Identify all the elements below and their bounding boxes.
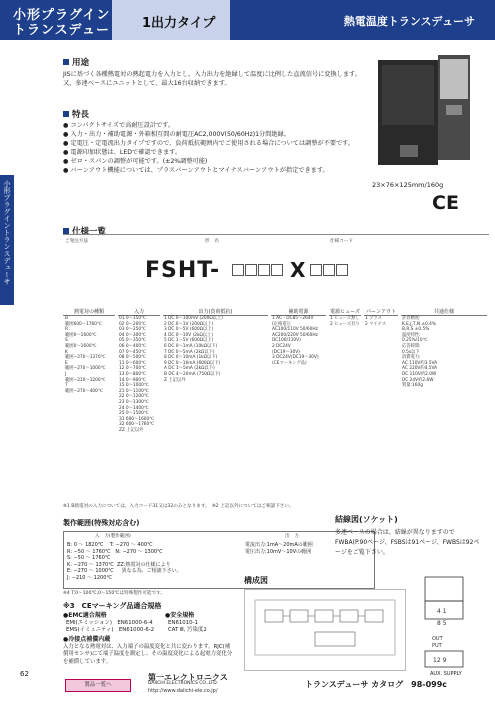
feature-item: ● ゼロ・スパンの調整が可能です。(±2%調整可能) [63,157,368,166]
company-logo-en: DAIICHI ELECTRONICS CO.,LTD. [148,681,219,686]
header-product [230,0,495,40]
col-input: 入力 [118,308,160,316]
page-number: 62 [20,670,29,678]
category-line1: 小形プラグイン [13,8,111,23]
code-boxes-2 [310,264,348,276]
col-thermocouple: 熱電対の種類 [63,308,115,316]
mfg-input-head: 入 力(製作範囲) [95,534,131,539]
order-label: ご発注方法 [65,239,88,244]
emc-list: EMI(エミッション) EN61000-6-4 EMS(イミュニティ) EN61000-6-2 [66,620,155,634]
col-burnout: バーンアウト [364,308,398,316]
catalog-label: トランスデューサ カタログ 98-099c [305,680,448,689]
product-dimensions: 23×76×125mm/160g [372,181,444,189]
header-category [0,0,112,57]
ce-mark-logo: CE [432,192,459,214]
wiring-title: 結線図(ソケット) [335,515,398,524]
feature-item: ● 入力・出力・補助電源・外箱相互間の耐電圧AC2,000V(50/60Hz)1分間絶縁。 [63,130,368,139]
side-tab-label: 小形プラグイントランスデューサ [3,180,11,285]
power-list: 1 AC・DC85〜264V (定格電圧 AC100/110V 50/60Hz AC200/220V 50/60Hz DC100/110V) 2 DC24V (DC19〜30V) 3 DC24V(DC19〜30V) (CEマーキング品) [272,316,319,366]
spec-note: ※1 B熱電対の入力については、入力コード31又は32のみとなります。 ※2 上記以外についてはご相談下さい。 [63,504,294,509]
feature-item: ● バーンアウト機能については、プラスバーンアウトとマイナスバーンアウトが指定できます。 [63,166,368,175]
wiring-text: 多連ベースの場合は、結線が異なりますのでFWBA(P.90ページ、FSBSは91ページ、FWBSは92ページをご覧下さい。 [335,529,480,556]
svg-text:8 5: 8 5 [437,620,447,627]
input-list: 01 0〜150℃ 02 0〜200℃ 03 0〜250℃ 04 0〜300℃ 05 0〜350℃ 06 0〜400℃ 07 0〜450℃ 08 0〜500℃ 11 0〜600℃ 12 0〜700℃ 13 0〜800℃ 14 0〜900℃ 15 0〜1000℃ 21 0〜1100℃ 22 0〜1200℃ 23 0〜1300℃ 24 0〜1400℃ 25 0〜1500℃ 31 600〜1600℃ 32 600〜1760℃ ZZ 上記以外 [119,316,155,433]
mfg-output-head: 出 力 [285,534,299,539]
cj-title: ●冷接点補償内蔵 [63,636,111,643]
block-diagram [244,589,406,671]
code-boxes-1 [232,264,283,276]
svg-text:4 1: 4 1 [437,608,447,615]
cj-text: 入力となる熱電対は、入力端子の温度変化と共に変わります。RJC(補償用センサ)にて端子温度を測定し、その温度変化による起電力変化分を補償しています。 [63,644,233,665]
safety-list: EN61010-1 CAT Ⅲ, 汚染度2 [168,620,207,634]
col-common: 共通仕様 [401,308,487,316]
company-logo: 第一エレクトロニクス [148,673,228,682]
mfg-note: ※4 T:0〜100℃,0〜150℃は特殊製作可能です。 [63,591,165,596]
svg-text:OUT: OUT [432,636,443,642]
block-title: 構成図 [244,576,268,585]
safety-title: ●安全規格 [165,612,195,619]
product-image [370,45,478,175]
usage-title: 用途 [63,56,89,68]
mfg-rows: B: 0 〜 1820℃ T: −270 〜 400℃ R: −50 〜 1760℃ N: −270 〜 1300℃ S: −50 〜 1760℃ K: −270 〜 1370℃ ZZ:熱電対の仕様により E: −270 〜 1000℃ 異なる為、ご相談下さい。 J: −210 〜 1200℃ [67,542,182,581]
col-fuse: 電源ヒューズ [330,309,360,315]
usage-text: JISに基づく各種熱電対の熱起電力を入力とし、入力出力を絶縁して温度に比例した直流信号に変換します。又、多連ベースにユニットとして、最大16台収納できます。 [63,71,361,87]
svg-text:PUT: PUT [432,643,442,649]
name-label: 形 名 [205,239,219,244]
header-type [112,0,230,40]
fuse-list: 1 ヒューズ無し 2 ヒューズ有り [330,316,360,327]
company-url[interactable]: http://www.daiichi-ele.co.jp/ [148,688,218,694]
aux-supply-label: AUX. SUPPLY [430,671,462,677]
output-list: 1 DC 0〜100mV (200Ω以上) 2 DC 0〜1V (200Ω以上) 3 DC 0〜5V (600Ω以上) 4 DC 0〜10V (2kΩ以上) 5 DC 1〜5V (600Ω以上) 6 DC 0〜1mA (10kΩ以下) 7 DC 0〜5mA (2kΩ以下) 8 DC 0〜10mA (1kΩ以下) 9 DC 0〜16mA (600Ω以下) A DC 1〜5mA (2kΩ以下) B DC 4〜20mA (750Ω以下) Z 上記以外 [164,316,223,383]
thermocouple-list: B 範囲600〜1760℃ R 範囲0〜1600℃ S 範囲0〜1600℃ K 範囲−270〜1370℃ E 範囲−270〜1000℃ J 範囲−210〜1200℃ T 範囲−270〜400℃ [65,316,106,394]
model-prefix: FSHT- [145,258,221,283]
mfg-title: 製作範囲(特殊対応含む) [63,519,140,527]
product-title: 熱電温度トランスデューサ [343,15,475,28]
burnout-list: 1 プラス 2 マイナス [365,316,387,327]
category-line2: トランスデューサ [13,23,110,57]
features-list [63,121,368,175]
common-spec: 許容精度: K,E,J,T,N ±0.4% B,R,S ±0.5% 温度特性: 0.25%/10℃ 応答時間: 0.5s以下 消費電力: AC 110V約3.5VA AC 220V約4.5VA DC 110V約2.0W DC 24V約2.6W 質量:160g [402,316,438,389]
feature-item: ● 定電圧・定電流出力タイプですので、負荷抵抗範囲内でご使用される場合については調整が不要です。 [63,139,368,148]
svg-text:12 9: 12 9 [433,657,447,664]
ce-title: ※3 CEマーキング品適合規格 [63,602,162,610]
col-power: 補助電源 [271,308,326,316]
mfg-output: 電流出力:1mA〜20mAの範囲 電圧出力:10mV〜10Vの範囲 [245,542,313,555]
feature-item: ● 電源印加状態は、LEDで確認できます。 [63,148,368,157]
spec-title: 仕様一覧 [63,225,106,237]
emc-title: ●EMC適合規格 [63,612,107,619]
feature-item: ● コンパクトサイズで高耐圧設計です。 [63,121,368,130]
code-label: 仕様コード [330,239,353,244]
type-label: 1出力タイプ [142,16,216,31]
code-x: X [290,258,306,282]
product-list-button[interactable]: 製品一覧へ [65,679,131,692]
col-output: 出力(負荷抵抗) [163,308,268,316]
features-title: 特長 [63,108,89,120]
wiring-diagram [417,575,472,670]
